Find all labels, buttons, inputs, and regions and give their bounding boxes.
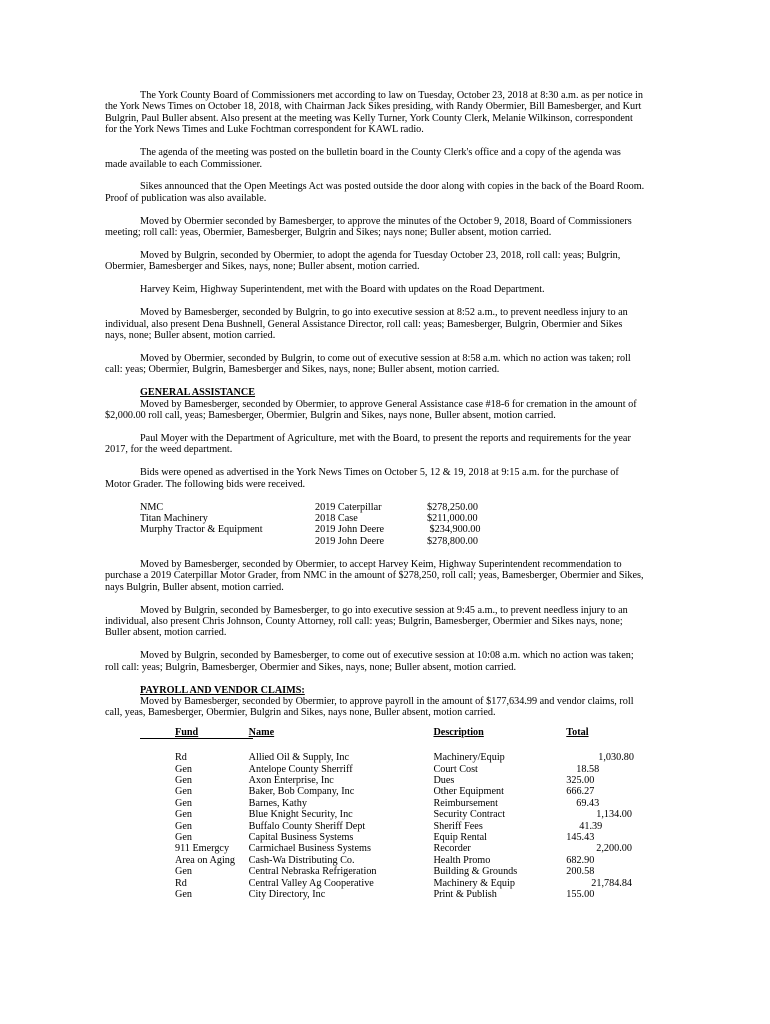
bid-model: 2019 Caterpillar (315, 501, 382, 513)
paragraph-payroll-motion: Moved by Bamesberger, seconded by Obermier, to approve payroll in the amount of $177,634.99 and vendor claims, roll call, yeas, Bamesberger, Obermier, Bulgrin and Sikes, nays none, Buller absent, motion carried. (105, 695, 634, 719)
paragraph-exec-session-out-1: Moved by Obermier, seconded by Bulgrin, to come out of executive session at 8:58 a.m. which no action was taken; roll call: yeas; Obermier, Bulgrin, Bamesberger and Sikes, nays, none; Buller absent, motion carried. (105, 353, 631, 376)
bid-row (140, 536, 507, 547)
claims-row (175, 832, 645, 843)
claim-description: Security Contract (433, 809, 506, 821)
claim-fund: Area on Aging (175, 854, 235, 866)
claim-name: Cash-Wa Distributing Co. (248, 854, 355, 866)
claim-total (566, 878, 645, 889)
claim-total-value: 2,200.00 (596, 843, 632, 855)
claim-name: Central Nebraska Refrigeration (248, 866, 377, 878)
claim-fund: Gen (175, 809, 192, 821)
claim-name: Buffalo County Sheriff Dept (248, 820, 366, 832)
claim-name: Axon Enterprise, Inc (248, 774, 334, 786)
claim-fund: Rd (175, 877, 187, 889)
claim-total (566, 798, 645, 809)
bid-vendor: NMC (140, 501, 164, 513)
paragraph-opening: The York County Board of Commissioners met according to law on Tuesday, October 23, 2018 at 8:30 a.m. as per notice in the York News Times on October 18, 2018, with Chairman Jack Sikes presiding, with Randy Obermier, Bill Bamesberger, and Kurt Bulgrin, Paul Buller absent. Also present at the meeting was Kelly Turner, York County Clerk, Melanie Wilkinson, correspondent for the York News Times and Luke Fochtman correspondent for KAWL radio. (105, 90, 643, 136)
paragraph-exec-session-in-2: Moved by Bulgrin, seconded by Bamesberger, to go into executive session at 9:45 a.m., to prevent needless injury to an individual, also present Chris Johnson, County Attorney, roll call: yeas; Bulgrin, Bamesberger, Obermier and Sikes nays, none; Buller absent, motion carried. (105, 604, 628, 639)
claim-fund: Gen (175, 889, 192, 901)
claim-name: Carmichael Business Systems (248, 843, 371, 855)
claim-description: Print & Publish (433, 889, 497, 901)
column-header-name: Name (248, 726, 275, 738)
paragraph-highway-update: Harvey Keim, Highway Superintendent, met with the Board with updates on the Road Department. (140, 284, 545, 296)
claim-total (566, 843, 645, 854)
claims-row (175, 843, 645, 854)
bid-model: 2019 John Deere (315, 524, 385, 536)
paragraph-minutes-approval: Moved by Obermier seconded by Bamesberger, to approve the minutes of the October 9, 2018, Board of Commissioners meeting; roll call: yeas, Obermier, Bamesberger, Bulgrin and Sikes; nays none; Buller absent, motion carried. (105, 215, 632, 239)
claim-total (566, 889, 645, 900)
bid-row (140, 513, 507, 524)
bid-model: 2019 John Deere (315, 535, 385, 547)
column-header-fund: Fund (175, 726, 199, 738)
claim-description: Machinery & Equip (433, 877, 515, 889)
bid-row (140, 502, 507, 513)
paragraph-exec-session-in-1: Moved by Bamesberger, seconded by Bulgrin, to go into executive session at 8:52 a.m., to prevent needless injury to an individual, also present Dena Bushnell, General Assistance Director, roll call: yeas; Bamesberger, Bulgrin, Obermier and Sikes nays, none; Buller absent, motion carried. (105, 307, 628, 342)
claim-total-value: 682.90 (566, 854, 595, 866)
claim-total (566, 775, 645, 786)
claim-description: Recorder (433, 843, 471, 855)
claim-name: Blue Knight Security, Inc (248, 809, 353, 821)
claim-description: Court Cost (433, 763, 478, 775)
claim-total (566, 832, 645, 843)
claims-table (175, 727, 645, 901)
claims-row (175, 764, 645, 775)
claim-name: Allied Oil & Supply, Inc (248, 752, 350, 764)
paragraph-motor-grader-award: Moved by Bamesberger, seconded by Obermier, to accept Harvey Keim, Highway Superintendent recommendation to purchase a 2019 Caterpillar Motor Grader, from NMC in the amount of $278,250, roll call; yeas, Bamesberger, Obermier and Sikes, nays Bulgrin, Buller absent, motion carried. (105, 558, 644, 593)
claim-description: Health Promo (433, 854, 491, 866)
claims-row (175, 752, 645, 763)
claims-row (175, 786, 645, 797)
claims-row (175, 798, 645, 809)
claim-fund: Gen (175, 763, 192, 775)
bid-amount: $211,000.00 (427, 513, 478, 525)
bid-vendor: Murphy Tractor & Equipment (140, 524, 263, 536)
paragraph-agriculture: Paul Moyer with the Department of Agriculture, met with the Board, to present the reports and requirements for the year 2017, for the weed department. (105, 433, 631, 456)
bid-row (140, 524, 507, 535)
claim-total-value: 41.39 (579, 820, 603, 832)
paragraph-agenda-posted: The agenda of the meeting was posted on the bulletin board in the County Clerk's office and a copy of the agenda was made available to each Commissioner. (105, 147, 621, 170)
claim-fund: Gen (175, 797, 192, 809)
claims-divider-row (175, 738, 645, 752)
claim-total (566, 866, 645, 877)
heading-payroll-claims: PAYROLL AND VENDOR CLAIMS: (140, 684, 305, 696)
column-header-description: Description (433, 726, 484, 738)
bid-model: 2018 Case (315, 513, 358, 525)
claim-total (566, 786, 645, 797)
paragraph-bids-opened: Bids were opened as advertised in the York News Times on October 5, 12 & 19, 2018 at 9:15 a.m. for the purchase of Motor Grader. The following bids were received. (105, 467, 619, 490)
claim-total-value: 200.58 (566, 866, 595, 878)
claims-row (175, 821, 645, 832)
claim-fund: Gen (175, 820, 192, 832)
claim-name: City Directory, Inc (248, 889, 326, 901)
bid-vendor: Titan Machinery (140, 513, 208, 525)
claims-row (175, 809, 645, 820)
claim-total-value: 18.58 (576, 763, 600, 775)
claim-name: Barnes, Kathy (248, 797, 307, 809)
claim-total-value: 155.00 (566, 889, 595, 901)
claim-total-value: 145.43 (566, 832, 595, 843)
claim-total-value: 666.27 (566, 786, 595, 798)
minutes-document (105, 90, 645, 900)
paragraph-adopt-agenda: Moved by Bulgrin, seconded by Obermier, to adopt the agenda for Tuesday October 23, 2018, roll call: yeas; Bulgrin, Obermier, Bamesberger and Sikes, nays, none; Buller absent, motion carried. (105, 250, 621, 273)
claims-row (175, 775, 645, 786)
claims-header-row (175, 727, 645, 738)
claim-total-value: 21,784.84 (591, 877, 633, 889)
claim-total-value: 325.00 (566, 774, 595, 786)
claim-name: Baker, Bob Company, Inc (248, 786, 355, 798)
claim-name: Antelope County Sherriff (248, 763, 353, 775)
claim-name: Capital Business Systems (248, 832, 354, 843)
claim-fund: 911 Emergcy (175, 843, 230, 855)
claim-fund: Gen (175, 786, 192, 798)
claims-row (175, 855, 645, 866)
claim-description: Dues (433, 774, 455, 786)
paragraph-general-assistance: Moved by Bamesberger, seconded by Obermier, to approve General Assistance case #18-6 for cremation in the amount of $2,000.00 roll call, yeas; Bamesberger, Obermier, Bulgrin and Sikes, nays none, Buller absent, motion carried. (105, 398, 637, 422)
claim-fund: Rd (175, 752, 187, 764)
divider-line (140, 738, 253, 739)
column-header-total: Total (566, 726, 589, 738)
claims-row (175, 866, 645, 877)
claim-fund: Gen (175, 774, 192, 786)
claim-total (566, 752, 645, 763)
claim-name: Central Valley Ag Cooperative (248, 877, 374, 889)
bid-amount: $234,900.00 (427, 524, 481, 536)
bids-table (140, 502, 507, 548)
claim-description: Equip Rental (433, 832, 487, 843)
bid-amount: $278,800.00 (427, 535, 478, 547)
paragraph-exec-session-out-2: Moved by Bulgrin, seconded by Bamesberger, to come out of executive session at 10:08 a.m. which no action was taken; roll call: yeas; Bulgrin, Bamesberger, Obermier and Sikes, nays, none; Buller absent, motion carried. (105, 650, 634, 673)
claim-total-value: 1,134.00 (596, 809, 632, 821)
claim-description: Building & Grounds (433, 866, 518, 878)
paragraph-open-meetings: Sikes announced that the Open Meetings Act was posted outside the door along with copies in the back of the Board Room. Proof of publication was also available. (105, 181, 645, 204)
claim-total-value: 1,030.80 (598, 752, 634, 764)
bid-amount: $278,250.00 (427, 501, 478, 513)
claim-description: Reimbursement (433, 797, 498, 809)
claims-row (175, 878, 645, 889)
bid-vendor (140, 536, 315, 547)
claim-fund: Gen (175, 866, 192, 878)
claim-total (566, 809, 645, 820)
claim-total-value: 69.43 (576, 797, 600, 809)
claim-total (566, 855, 645, 866)
claim-fund: Gen (175, 832, 192, 843)
claim-description: Other Equipment (433, 786, 504, 798)
claim-total (566, 764, 645, 775)
claims-row (175, 889, 645, 900)
claim-description: Machinery/Equip (433, 752, 505, 764)
heading-general-assistance: GENERAL ASSISTANCE (140, 387, 256, 399)
claim-description: Sheriff Fees (433, 820, 483, 832)
claim-total (566, 821, 645, 832)
